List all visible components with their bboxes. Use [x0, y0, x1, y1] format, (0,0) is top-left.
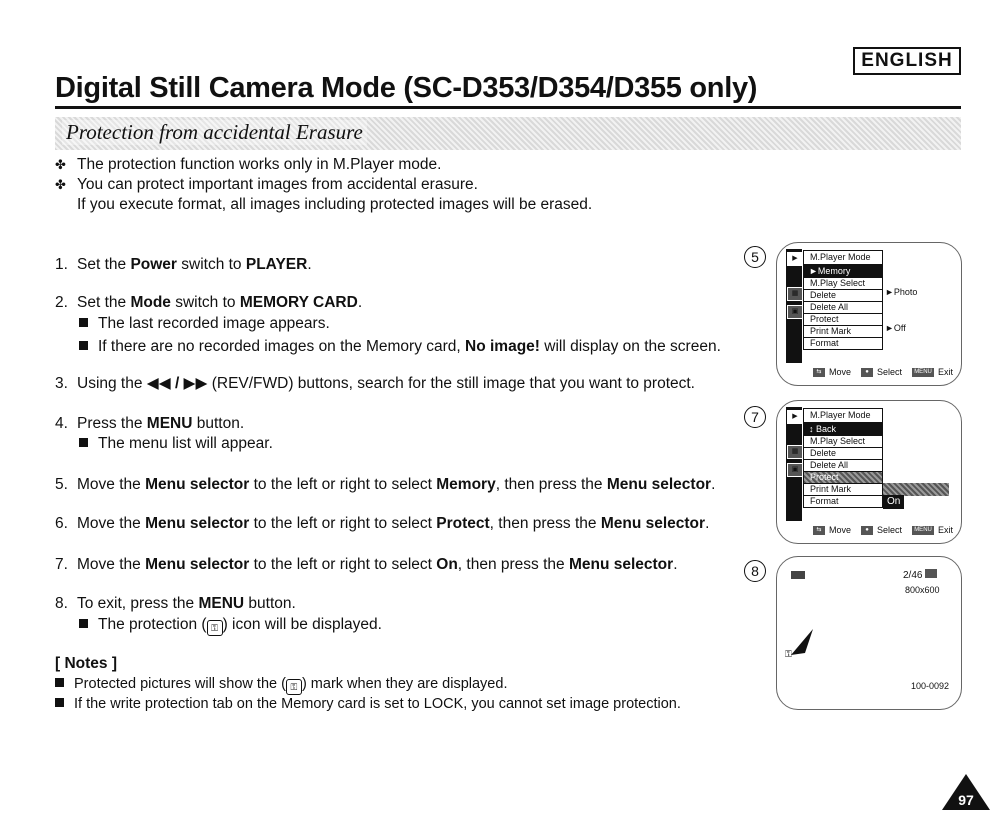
page-number: 97	[958, 792, 974, 808]
select-icon: ●	[861, 526, 873, 535]
panel-7-menu-item: M.Play Select	[803, 436, 883, 448]
panel-5-menu-item: M.Play Select	[803, 278, 883, 290]
panel-7-screen	[776, 400, 962, 544]
step-3: 3. Using the ◀◀ / ▶▶ (REV/FWD) buttons, search for the still image that you want to protect.	[55, 375, 695, 392]
panel-5-menu-item: Delete All	[803, 302, 883, 314]
photo-icon: ▣	[787, 463, 803, 477]
panel-7-menu-item: Print Mark	[803, 484, 883, 496]
step-2-sub-2: If there are no recorded images on the Memory card, No image! will display on the screen.	[79, 337, 721, 357]
panel-7-menu-item-highlighted: Protect	[803, 472, 883, 484]
intro-bullet-2: ✤ You can protect important images from accidental erasure.	[55, 176, 478, 193]
step-6: 6. Move the Menu selector to the left or right to select Protect, then press the Menu selector.	[55, 515, 710, 532]
move-icon: ⇆	[813, 368, 825, 377]
panel-7-menu	[803, 408, 883, 508]
square-bullet-icon	[55, 678, 64, 687]
player-mode-icon: ▶	[787, 410, 803, 424]
panel-5-off-value: ►Off	[885, 323, 906, 333]
rev-fwd-icon: ◀◀ / ▶▶	[146, 375, 208, 392]
step-5: 5. Move the Menu selector to the left or right to select Memory, then press the Menu selector.	[55, 476, 716, 493]
panel-7-number: 7	[744, 406, 766, 428]
panel-5-menu	[803, 250, 883, 350]
panel-5-number: 5	[744, 246, 766, 268]
panel-8-folder-number: 100-0092	[911, 681, 950, 691]
battery-icon	[925, 569, 937, 578]
intro-bullet-2-continued: If you execute format, all images including protected images will be erased.	[77, 196, 593, 213]
square-bullet-icon	[79, 341, 88, 350]
panel-8-number: 8	[744, 560, 766, 582]
step-2: 2. Set the Mode switch to MEMORY CARD.	[55, 294, 363, 311]
photo-icon: ▣	[787, 305, 803, 319]
panel-5-menu-selected: ►Memory	[803, 265, 883, 278]
panel-8-resolution: 800x600	[905, 585, 940, 595]
protect-lock-icon: ⚿	[286, 679, 302, 695]
panel-7-menu-header: M.Player Mode	[803, 408, 883, 423]
menu-exit-icon: MENU	[912, 368, 934, 377]
panel-5-menu-item: Format	[803, 338, 883, 350]
step-2-sub-1: The last recorded image appears.	[79, 314, 330, 334]
step-4-sub-1: The menu list will appear.	[79, 434, 273, 454]
protect-lock-icon: ⚿	[207, 620, 223, 636]
square-bullet-icon	[79, 318, 88, 327]
title-divider	[55, 106, 961, 109]
panel-5-footer: ⇆ Move ● Select MENU Exit	[813, 367, 953, 377]
panel-7-menu-item: Delete	[803, 448, 883, 460]
section-title: Protection from accidental Erasure	[62, 120, 367, 145]
panel-5-menu-item: Print Mark	[803, 326, 883, 338]
panel-5-screen	[776, 242, 962, 386]
square-bullet-icon	[79, 619, 88, 628]
note-2: If the write protection tab on the Memory card is set to LOCK, you cannot set image protection.	[55, 694, 681, 714]
player-mode-icon: ▶	[787, 252, 803, 266]
panel-5-menu-item: Protect	[803, 314, 883, 326]
page-number-badge	[940, 772, 992, 812]
step-1: 1. Set the Power switch to PLAYER.	[55, 256, 312, 273]
move-icon: ⇆	[813, 526, 825, 535]
panel-7-menu-item: Format	[803, 496, 883, 508]
menu-exit-icon: MENU	[912, 526, 934, 535]
square-bullet-icon	[55, 698, 64, 707]
step-8-sub-1: The protection ( ⚿ ) icon will be displayed.	[79, 615, 382, 636]
memory-card-icon	[791, 571, 805, 579]
intro-bullet-1: ✤ The protection function works only in M.Player mode.	[55, 156, 442, 173]
panel-5-photo-value: ►Photo	[885, 287, 918, 297]
panel-5-menu-item: Delete	[803, 290, 883, 302]
step-7: 7. Move the Menu selector to the left or right to select On, then press the Menu selector.	[55, 556, 678, 573]
step-8: 8. To exit, press the MENU button.	[55, 595, 296, 612]
bullet-cross-icon: ✤	[55, 177, 66, 192]
panel-8-screen	[776, 556, 962, 710]
language-label: ENGLISH	[853, 47, 961, 75]
panel-7-menu-selected: ↕ Back	[803, 423, 883, 436]
panel-7-menu-item: Delete All	[803, 460, 883, 472]
step-4: 4. Press the MENU button.	[55, 415, 245, 432]
panel-7-footer: ⇆ Move ● Select MENU Exit	[813, 525, 953, 535]
notes-title: [ Notes ]	[55, 655, 117, 672]
panel-5-menu-header: M.Player Mode	[803, 250, 883, 265]
bullet-cross-icon: ✤	[55, 157, 66, 172]
note-1: Protected pictures will show the ( ⚿ ) mark when they are displayed.	[55, 674, 507, 695]
panel-8-counter: 2/46	[903, 569, 937, 581]
memory-icon: ▦	[787, 445, 803, 459]
panel-7-on-value: On	[883, 495, 904, 509]
page-title: Digital Still Camera Mode (SC-D353/D354/D355 only)	[55, 72, 758, 104]
select-icon: ●	[861, 368, 873, 377]
protect-lock-icon: ⚿	[785, 649, 792, 659]
memory-icon: ▦	[787, 287, 803, 301]
square-bullet-icon	[79, 438, 88, 447]
